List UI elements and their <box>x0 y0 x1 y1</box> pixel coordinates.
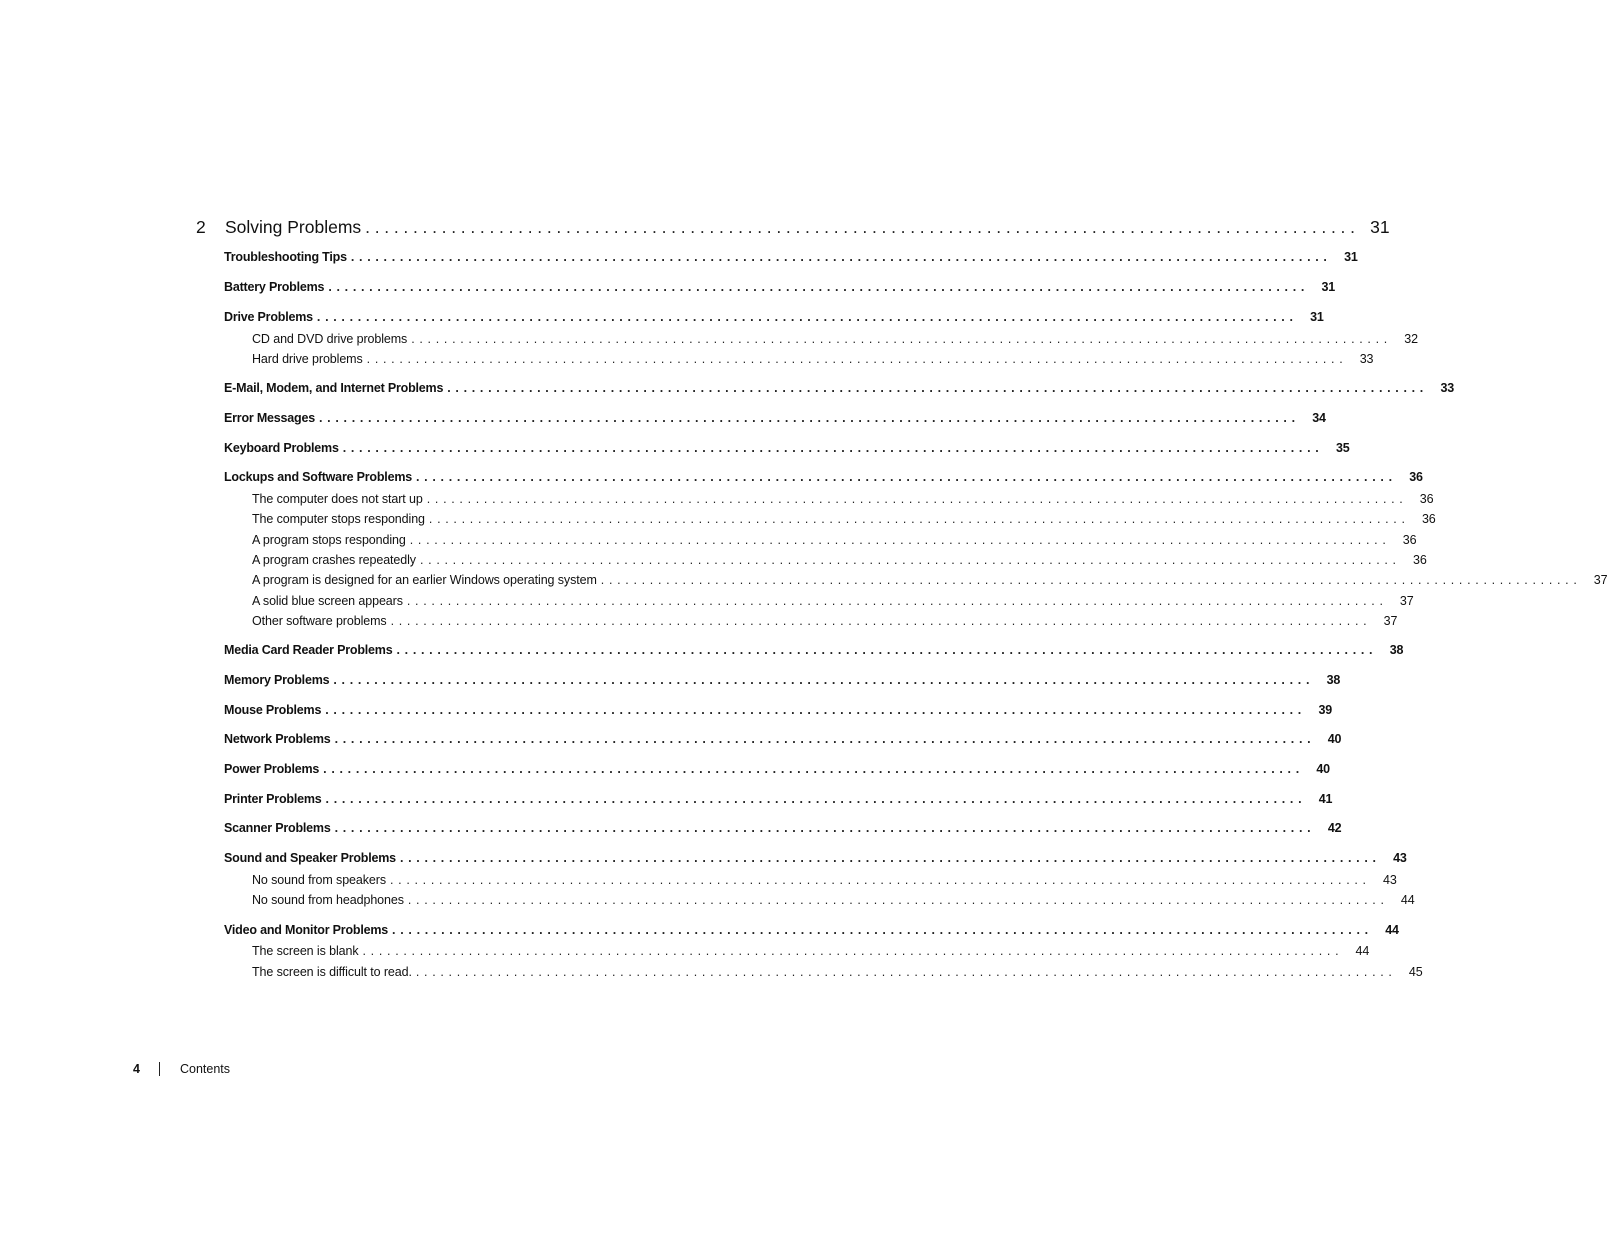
dot-leader: ........................................................................................................................ <box>333 673 1315 687</box>
section-title: Printer Problems <box>224 792 322 806</box>
toc-section-entry[interactable] <box>224 703 1332 717</box>
section-page: 34 <box>1312 411 1326 425</box>
subsection-page: 43 <box>1383 873 1397 887</box>
dot-leader: ........................................................................................................ <box>365 217 1360 237</box>
dot-leader: ........................................................................................................................ <box>407 893 1389 907</box>
toc-subsection-entry[interactable] <box>252 332 1418 346</box>
section-title: Network Problems <box>224 732 331 746</box>
dot-leader: ........................................................................................................................ <box>323 762 1304 776</box>
footer-page-number: 4 <box>133 1062 140 1076</box>
subsection-title: Other software problems <box>252 614 387 628</box>
subsection-title: A program stops responding <box>252 533 406 547</box>
section-page: 39 <box>1318 703 1332 717</box>
dot-leader: ........................................................................................................................ <box>399 851 1381 865</box>
toc-subsection-entry[interactable] <box>252 873 1397 887</box>
toc-subsection-entry[interactable] <box>252 594 1414 608</box>
dot-leader: ........................................................................................................................ <box>392 923 1373 937</box>
toc-subsection-entry[interactable] <box>252 893 1415 907</box>
page-footer <box>133 1062 230 1076</box>
section-page: 31 <box>1310 310 1324 324</box>
dot-leader: ........................................................................................................................ <box>334 821 1316 835</box>
subsection-title: The screen is difficult to read. <box>252 965 412 979</box>
section-title: Scanner Problems <box>224 821 331 835</box>
subsection-title: No sound from speakers <box>252 873 386 887</box>
toc-section-entry[interactable] <box>224 643 1404 657</box>
toc-subsection-entry[interactable] <box>252 352 1374 366</box>
subsection-title: No sound from headphones <box>252 893 404 907</box>
section-title: Memory Problems <box>224 673 330 687</box>
section-page: 40 <box>1316 762 1330 776</box>
dot-leader: ........................................................................................................................ <box>325 703 1306 717</box>
subsection-page: 37 <box>1383 614 1398 628</box>
dot-leader: ........................................................................................................................ <box>319 411 1300 425</box>
dot-leader: ........................................................................................................................ <box>406 594 1388 608</box>
dot-leader: ........................................................................................................................ <box>419 553 1401 567</box>
section-page: 41 <box>1318 792 1333 806</box>
subsection-page: 33 <box>1359 352 1374 366</box>
subsection-title: A solid blue screen appears <box>252 594 403 608</box>
toc-section-entry[interactable] <box>224 250 1358 264</box>
dot-leader: ........................................................................................................................ <box>389 873 1371 887</box>
subsection-page: 44 <box>1400 893 1415 907</box>
subsection-page: 36 <box>1419 492 1434 506</box>
toc-section-entry[interactable] <box>224 851 1407 865</box>
dot-leader: ........................................................................................................................ <box>447 381 1428 395</box>
dot-leader: ........................................................................................................................ <box>350 250 1332 264</box>
dot-leader: ........................................................................................................................ <box>409 533 1391 547</box>
dot-leader: ........................................................................................................................ <box>334 732 1316 746</box>
subsection-title: CD and DVD drive problems <box>252 332 408 346</box>
toc-subsection-entry[interactable] <box>252 512 1436 526</box>
subsection-title: A program is designed for an earlier Windows operating system <box>252 573 597 587</box>
dot-leader: ........................................................................................................................ <box>416 470 1397 484</box>
subsection-title: A program crashes repeatedly <box>252 553 416 567</box>
toc-section-entry[interactable] <box>224 310 1324 324</box>
toc-section-entry[interactable] <box>224 821 1342 835</box>
section-title: Lockups and Software Problems <box>224 470 412 484</box>
chapter-entry[interactable] <box>196 217 1390 238</box>
section-page: 38 <box>1389 643 1404 657</box>
toc-section-entry[interactable] <box>224 280 1336 294</box>
section-page: 36 <box>1409 470 1423 484</box>
section-page: 44 <box>1385 923 1399 937</box>
dot-leader: ........................................................................................................................ <box>328 280 1310 294</box>
subsection-page: 37 <box>1593 573 1608 587</box>
subsection-page: 36 <box>1402 533 1417 547</box>
subsection-page: 44 <box>1355 944 1370 958</box>
section-page: 40 <box>1327 732 1342 746</box>
dot-leader: ........................................................................................................................ <box>411 332 1392 346</box>
dot-leader: ........................................................................................................................ <box>426 492 1408 506</box>
subsection-title: The screen is blank <box>252 944 359 958</box>
subsection-title: The computer stops responding <box>252 512 425 526</box>
section-title: Keyboard Problems <box>224 441 339 455</box>
section-title: Sound and Speaker Problems <box>224 851 396 865</box>
dot-leader: ........................................................................................................................ <box>366 352 1348 366</box>
toc-subsection-entry[interactable] <box>252 533 1417 547</box>
toc-section-entry[interactable] <box>224 470 1423 484</box>
section-title: Media Card Reader Problems <box>224 643 393 657</box>
subsection-page: 32 <box>1404 332 1418 346</box>
footer-separator <box>159 1062 160 1076</box>
section-page: 42 <box>1327 821 1342 835</box>
dot-leader: ........................................................................................................................ <box>342 441 1324 455</box>
dot-leader: ........................................................................................................................ <box>390 614 1372 628</box>
toc-section-entry[interactable] <box>224 381 1454 395</box>
dot-leader: ........................................................................................................................ <box>600 573 1582 587</box>
chapter-title: Solving Problems <box>225 217 362 237</box>
section-page: 31 <box>1321 280 1336 294</box>
footer-section-label: Contents <box>180 1062 231 1076</box>
toc-section-entry[interactable] <box>224 673 1341 687</box>
toc-subsection-entry[interactable] <box>252 965 1423 979</box>
chapter-number: 2 <box>196 217 206 237</box>
section-page: 33 <box>1440 381 1454 395</box>
subsection-title: The computer does not start up <box>252 492 423 506</box>
toc-subsection-entry[interactable] <box>252 614 1398 628</box>
section-title: Drive Problems <box>224 310 313 324</box>
dot-leader: ........................................................................................................................ <box>415 965 1397 979</box>
toc-section-entry[interactable] <box>224 441 1350 455</box>
subsection-page: 36 <box>1413 553 1427 567</box>
dot-leader: ........................................................................................................................ <box>362 944 1344 958</box>
dot-leader: ........................................................................................................................ <box>325 792 1307 806</box>
dot-leader: ........................................................................................................................ <box>396 643 1378 657</box>
toc-section-entry[interactable] <box>224 792 1333 806</box>
toc-section-entry[interactable] <box>224 762 1330 776</box>
toc-subsection-entry[interactable] <box>252 492 1434 506</box>
section-page: 35 <box>1335 441 1350 455</box>
subsection-page: 37 <box>1399 594 1414 608</box>
dot-leader: ........................................................................................................................ <box>428 512 1410 526</box>
toc-section-entry[interactable] <box>224 732 1342 746</box>
section-title: Video and Monitor Problems <box>224 923 389 937</box>
section-title: Troubleshooting Tips <box>224 250 347 264</box>
subsection-title: Hard drive problems <box>252 352 363 366</box>
toc-section-entry[interactable] <box>224 923 1399 937</box>
section-page: 38 <box>1326 673 1341 687</box>
section-title: Battery Problems <box>224 280 325 294</box>
subsection-page: 45 <box>1408 965 1423 979</box>
toc-section-entry[interactable] <box>224 411 1326 425</box>
section-title: Mouse Problems <box>224 703 322 717</box>
chapter-page: 31 <box>1370 217 1390 237</box>
section-page: 31 <box>1344 250 1358 264</box>
toc-subsection-entry[interactable] <box>252 573 1608 587</box>
toc-subsection-entry[interactable] <box>252 944 1370 958</box>
dot-leader: ........................................................................................................................ <box>316 310 1298 324</box>
section-page: 43 <box>1393 851 1407 865</box>
section-title: Error Messages <box>224 411 315 425</box>
toc-subsection-entry[interactable] <box>252 553 1427 567</box>
subsection-page: 36 <box>1421 512 1436 526</box>
section-title: E-Mail, Modem, and Internet Problems <box>224 381 444 395</box>
section-title: Power Problems <box>224 762 320 776</box>
